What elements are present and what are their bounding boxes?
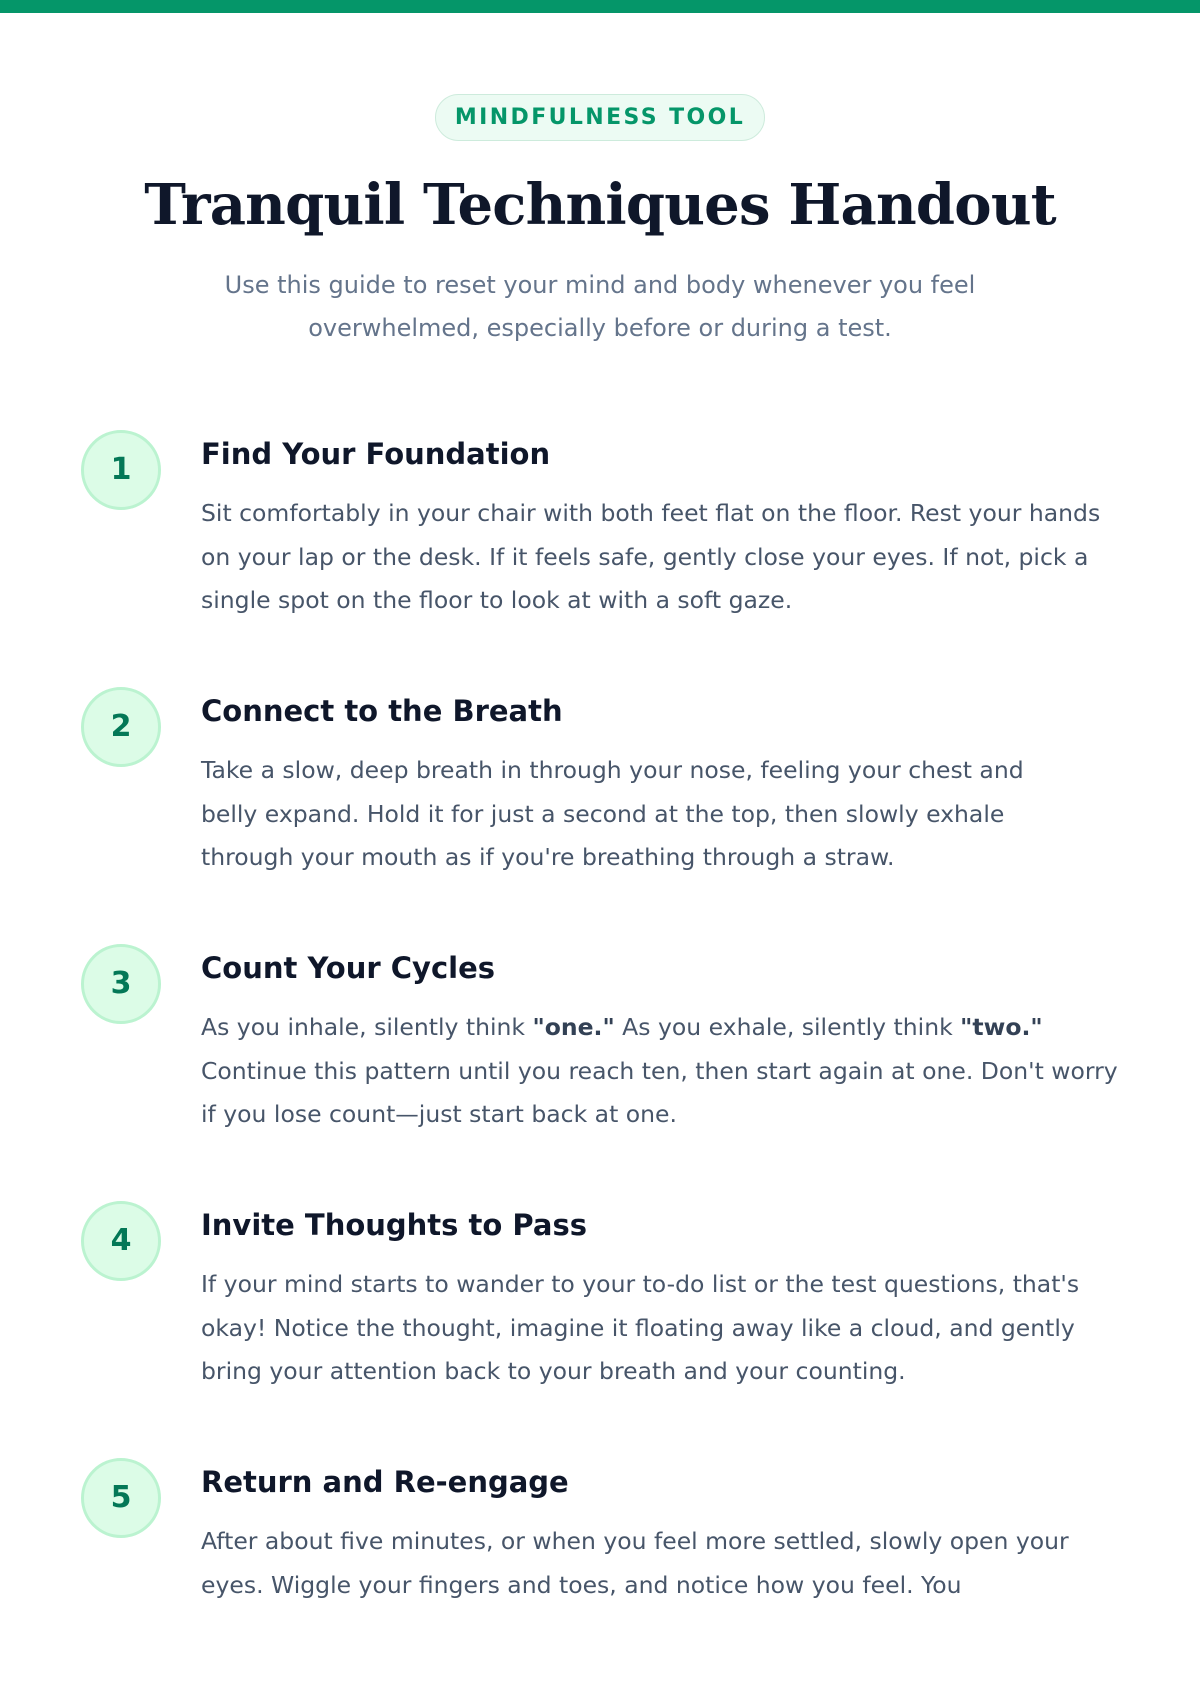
- step-description: Take a slow, deep breath in through your nose, feeling your chest and belly expand. Hold it for just a second at the top, then slowly exhale through your mouth as if you're breathing through a straw.: [201, 756, 1024, 871]
- top-accent-bar: [0, 0, 1200, 13]
- step-text-part: As you inhale, silently think: [201, 1013, 533, 1041]
- step-item: [0, 430, 1200, 670]
- step-item: [0, 687, 1200, 927]
- emphasis-text: "one.": [532, 1013, 615, 1041]
- step-title: Count Your Cycles: [201, 951, 496, 985]
- step-number-badge: 3: [81, 944, 161, 1024]
- step-number-badge: 4: [81, 1201, 161, 1281]
- step-item: [0, 1201, 1200, 1441]
- step-number-badge: 2: [81, 687, 161, 767]
- step-description: Sit comfortably in your chair with both feet flat on the floor. Rest your hands on your lap or the desk. If it feels safe, gently close your eyes. If not, pick a single spot on the floor to look at with a soft gaze.: [201, 499, 1101, 614]
- step-text-part: Continue this pattern until you reach ten, then start again at one. Don't worry if you lose count—just start back at one.: [201, 1056, 1118, 1128]
- step-description: [201, 1006, 1131, 1137]
- emphasis-text: "two.": [960, 1013, 1043, 1041]
- step-title: Find Your Foundation: [201, 437, 551, 471]
- step-title: Invite Thoughts to Pass: [201, 1208, 587, 1242]
- step-text-part: As you exhale, silently think: [614, 1013, 961, 1041]
- page-subtitle: Use this guide to reset your mind and body whenever you feel overwhelmed, especially before or during a test.: [224, 271, 976, 342]
- step-title: Return and Re-engage: [201, 1465, 569, 1499]
- step-title: Connect to the Breath: [201, 694, 563, 728]
- step-number-badge: 5: [81, 1458, 161, 1538]
- step-description: If your mind starts to wander to your to-do list or the test questions, that's okay! Notice the thought, imagine it floating away like a cloud, and gently bring your attention back to your breath and your counting.: [201, 1270, 1080, 1385]
- page-title: Tranquil Techniques Handout: [144, 172, 1056, 238]
- step-item: [0, 1458, 1200, 1698]
- step-description: After about five minutes, or when you feel more settled, slowly open your eyes. Wiggle your fingers and toes, and notice how you feel. You: [201, 1527, 1069, 1599]
- step-item: [0, 944, 1200, 1184]
- category-badge: MINDFULNESS TOOL: [435, 94, 765, 141]
- step-number-badge: 1: [81, 430, 161, 510]
